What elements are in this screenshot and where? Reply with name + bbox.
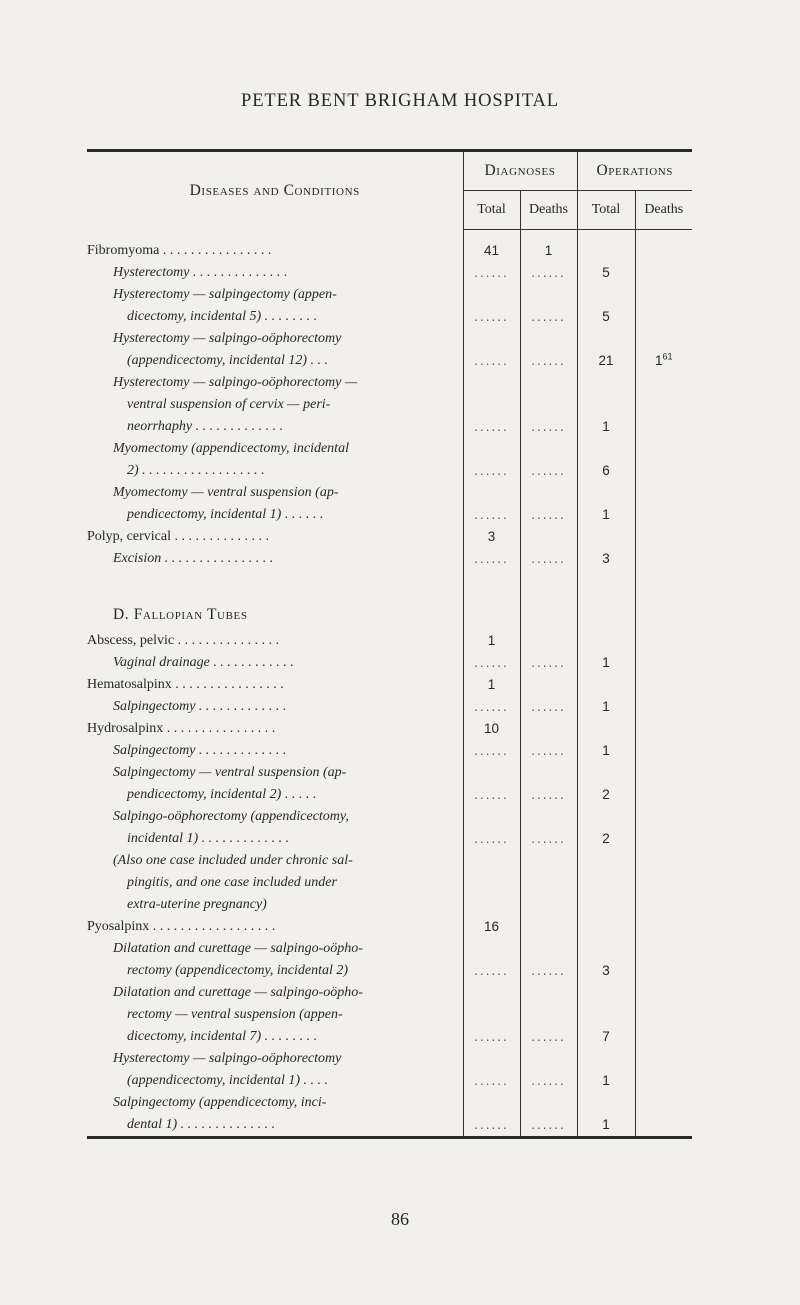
operations-total-value: 7 [602, 1029, 610, 1044]
operations-deaths-cell [635, 740, 692, 762]
diagnoses-total-cell [463, 652, 520, 674]
operations-total-value: 1 [602, 699, 610, 714]
condition-name [87, 526, 463, 548]
operations-total-value: 1 [602, 743, 610, 758]
condition-line: pendicectomy, incidental 2) . . . . . [127, 787, 317, 802]
operations-deaths-cell [635, 696, 692, 718]
table-row [87, 674, 692, 696]
operations-total-cell [577, 328, 635, 372]
operations-deaths-cell [635, 548, 692, 570]
condition-name [87, 438, 463, 482]
diagnoses-deaths-cell [520, 438, 577, 482]
condition-line: Dilatation and curettage — salpingo-oöpho- [113, 941, 363, 956]
operations-deaths-cell [635, 674, 692, 696]
dot-leader: ...... [474, 353, 509, 368]
operations-total-cell [577, 482, 635, 526]
condition-name [87, 372, 463, 438]
diagnoses-total-value: 10 [483, 721, 500, 736]
condition-line: (appendicectomy, incidental 1) . . . . [127, 1073, 328, 1088]
operations-deaths-cell [635, 850, 692, 916]
operations-total-value: 3 [602, 963, 610, 978]
diagnoses-total-cell [463, 718, 520, 740]
condition-name [87, 718, 463, 740]
diagnoses-deaths-cell [520, 938, 577, 982]
condition-name [87, 548, 463, 570]
diagnoses-total-cell [463, 482, 520, 526]
dot-leader: ...... [531, 699, 566, 714]
diagnoses-total-cell [463, 548, 520, 570]
dot-leader: ...... [531, 265, 566, 280]
dot-leader: ...... [474, 419, 509, 434]
condition-name [87, 938, 463, 982]
operations-total-cell [577, 438, 635, 482]
dot-leader: ...... [474, 831, 509, 846]
diagnoses-deaths-cell [520, 850, 577, 916]
condition-name [87, 240, 463, 262]
condition-line: rectomy (appendicectomy, incidental 2) [127, 963, 349, 978]
condition-line: (appendicectomy, incidental 12) . . . [127, 353, 328, 368]
operations-total-value: 2 [602, 787, 610, 802]
condition-line: Salpingectomy — ventral suspension (ap- [113, 765, 347, 780]
diagnoses-total-value: 16 [483, 919, 500, 934]
condition-line: neorrhaphy . . . . . . . . . . . . . [127, 419, 284, 434]
table-row [87, 328, 692, 372]
diagnoses-deaths-cell [520, 696, 577, 718]
dot-leader: ...... [531, 309, 566, 324]
condition-line: Hysterectomy . . . . . . . . . . . . . . [113, 265, 288, 280]
operations-deaths-cell [635, 630, 692, 652]
dot-leader: ...... [531, 1073, 566, 1088]
operations-total-cell [577, 548, 635, 570]
diagnoses-deaths-cell [520, 806, 577, 850]
condition-name [87, 850, 463, 916]
table-row [87, 240, 692, 262]
operations-deaths-cell [635, 240, 692, 262]
diagnoses-deaths-cell [520, 674, 577, 696]
diagnoses-deaths-cell [520, 630, 577, 652]
diagnoses-deaths-cell [520, 916, 577, 938]
dot-leader: ...... [531, 463, 566, 478]
column-header-diagnoses: Diagnoses [463, 152, 577, 191]
dot-leader: ...... [474, 1029, 509, 1044]
diagnoses-total-cell [463, 1092, 520, 1136]
operations-deaths-cell [635, 1048, 692, 1092]
diagnoses-total-cell [463, 806, 520, 850]
operations-total-cell [577, 630, 635, 652]
dot-leader: ...... [531, 1029, 566, 1044]
condition-line: Hysterectomy — salpingo-oöphorectomy — [113, 375, 358, 390]
diagnoses-total-cell [463, 674, 520, 696]
dot-leader: ...... [474, 309, 509, 324]
table-row [87, 284, 692, 328]
page-number: 86 [391, 1209, 409, 1229]
statistics-table [87, 149, 692, 1139]
dot-leader: ...... [474, 787, 509, 802]
diagnoses-deaths-cell [520, 262, 577, 284]
condition-line: Polyp, cervical . . . . . . . . . . . . . . [87, 529, 269, 544]
dot-leader: ...... [531, 419, 566, 434]
column-header-operations-total: Total [577, 191, 635, 230]
section-heading-fallopian-tubes: D. Fallopian Tubes [113, 606, 248, 623]
diagnoses-deaths-cell [520, 1092, 577, 1136]
diagnoses-total-cell [463, 762, 520, 806]
dot-leader: ...... [531, 551, 566, 566]
diagnoses-deaths-cell [520, 240, 577, 262]
diagnoses-deaths-cell [520, 740, 577, 762]
table-row [87, 548, 692, 570]
condition-line: Abscess, pelvic . . . . . . . . . . . . . . . [87, 633, 280, 648]
operations-total-value: 1 [602, 419, 610, 434]
diagnoses-deaths-cell [520, 372, 577, 438]
diagnoses-total-cell [463, 240, 520, 262]
condition-name [87, 482, 463, 526]
table-row [87, 1048, 692, 1092]
table-row [87, 740, 692, 762]
diagnoses-deaths-cell [520, 718, 577, 740]
condition-line: Hysterectomy — salpingo-oöphorectomy [113, 1051, 342, 1066]
diagnoses-total-cell [463, 1048, 520, 1092]
column-header-operations: Operations [577, 152, 692, 191]
diagnoses-total-value: 1 [487, 633, 496, 648]
operations-deaths-cell [635, 1092, 692, 1136]
column-header-diseases: Diseases and Conditions [189, 181, 360, 199]
condition-line: ventral suspension of cervix — peri- [127, 397, 331, 412]
operations-total-value: 2 [602, 831, 610, 846]
diagnoses-total-value: 41 [483, 243, 500, 258]
column-header-operations-deaths: Deaths [635, 191, 692, 230]
condition-line: pendicectomy, incidental 1) . . . . . . [127, 507, 324, 522]
diagnoses-total-cell [463, 262, 520, 284]
diagnoses-deaths-cell [520, 548, 577, 570]
operations-deaths-cell [635, 916, 692, 938]
condition-name [87, 982, 463, 1048]
dot-leader: ...... [474, 507, 509, 522]
table-row [87, 652, 692, 674]
table-row [87, 262, 692, 284]
condition-line: dental 1) . . . . . . . . . . . . . . [127, 1117, 276, 1132]
operations-total-value: 6 [602, 463, 610, 478]
dot-leader: ...... [474, 463, 509, 478]
condition-name [87, 328, 463, 372]
condition-name [87, 696, 463, 718]
operations-deaths-cell [635, 806, 692, 850]
condition-name [87, 674, 463, 696]
diagnoses-total-cell [463, 328, 520, 372]
dot-leader: ...... [474, 265, 509, 280]
operations-total-cell [577, 526, 635, 548]
operations-total-cell [577, 262, 635, 284]
dot-leader: ...... [474, 1073, 509, 1088]
table-row [87, 482, 692, 526]
condition-line: Hysterectomy — salpingectomy (appen- [113, 287, 337, 302]
diagnoses-total-cell [463, 938, 520, 982]
dot-leader: ...... [531, 1117, 566, 1132]
dot-leader: ...... [531, 831, 566, 846]
operations-deaths-value: 1 [654, 353, 663, 368]
operations-deaths-cell [635, 438, 692, 482]
condition-line: extra-uterine pregnancy) [127, 897, 267, 912]
dot-leader: ...... [531, 507, 566, 522]
condition-line: Myomectomy (appendicectomy, incidental [113, 441, 349, 456]
operations-total-cell [577, 240, 635, 262]
operations-total-cell [577, 740, 635, 762]
operations-total-cell [577, 372, 635, 438]
condition-name [87, 284, 463, 328]
table-row [87, 806, 692, 850]
operations-total-cell [577, 938, 635, 982]
table-row [87, 696, 692, 718]
operations-total-value: 3 [602, 551, 610, 566]
operations-total-value: 5 [602, 309, 610, 324]
operations-total-value: 21 [598, 353, 614, 368]
operations-total-value: 5 [602, 265, 610, 280]
diagnoses-deaths-cell [520, 482, 577, 526]
condition-line: dicectomy, incidental 5) . . . . . . . . [127, 309, 318, 324]
dot-leader: ...... [531, 353, 566, 368]
diagnoses-total-cell [463, 526, 520, 548]
operations-total-cell [577, 1048, 635, 1092]
diagnoses-total-cell [463, 740, 520, 762]
operations-total-cell [577, 1092, 635, 1136]
column-header-diagnoses-deaths: Deaths [520, 191, 577, 230]
condition-line: Salpingectomy (appendicectomy, inci- [113, 1095, 327, 1110]
diagnoses-deaths-cell [520, 284, 577, 328]
operations-deaths-cell [635, 762, 692, 806]
condition-line: Salpingo-oöphorectomy (appendicectomy, [113, 809, 349, 824]
table-row [87, 762, 692, 806]
operations-total-cell [577, 718, 635, 740]
operations-deaths-cell [635, 938, 692, 982]
operations-total-cell [577, 674, 635, 696]
diagnoses-total-cell [463, 438, 520, 482]
operations-total-value: 1 [602, 1117, 610, 1132]
diagnoses-deaths-cell [520, 1048, 577, 1092]
table-row [87, 718, 692, 740]
condition-line: Salpingectomy . . . . . . . . . . . . . [113, 743, 287, 758]
diagnoses-deaths-cell [520, 652, 577, 674]
condition-line: (Also one case included under chronic sal- [113, 853, 353, 868]
condition-line: Dilatation and curettage — salpingo-oöpho- [113, 985, 363, 1000]
dot-leader: ...... [531, 743, 566, 758]
dot-leader: ...... [474, 963, 509, 978]
bottom-rule [87, 1136, 692, 1139]
operations-deaths-cell [635, 328, 692, 372]
diagnoses-total-cell [463, 372, 520, 438]
condition-line: dicectomy, incidental 7) . . . . . . . . [127, 1029, 318, 1044]
diagnoses-total-cell [463, 850, 520, 916]
operations-total-cell [577, 762, 635, 806]
operations-total-value: 1 [602, 507, 610, 522]
operations-deaths-cell [635, 262, 692, 284]
diagnoses-deaths-value: 1 [544, 243, 553, 258]
dot-leader: ...... [531, 963, 566, 978]
operations-deaths-cell [635, 284, 692, 328]
operations-deaths-cell [635, 372, 692, 438]
operations-total-cell [577, 652, 635, 674]
operations-total-cell [577, 696, 635, 718]
dot-leader: ...... [531, 655, 566, 670]
diagnoses-deaths-cell [520, 328, 577, 372]
operations-total-cell [577, 982, 635, 1048]
operations-total-cell [577, 850, 635, 916]
condition-line: Hysterectomy — salpingo-oöphorectomy [113, 331, 342, 346]
condition-name [87, 262, 463, 284]
table-row [87, 526, 692, 548]
diagnoses-total-cell [463, 284, 520, 328]
dot-leader: ...... [474, 655, 509, 670]
diagnoses-deaths-cell [520, 762, 577, 806]
page-header: PETER BENT BRIGHAM HOSPITAL [241, 91, 559, 111]
operations-deaths-cell [635, 718, 692, 740]
condition-line: 2) . . . . . . . . . . . . . . . . . . [127, 463, 265, 478]
diagnoses-total-cell [463, 696, 520, 718]
diagnoses-total-cell [463, 630, 520, 652]
condition-line: incidental 1) . . . . . . . . . . . . . [127, 831, 290, 846]
condition-line: Myomectomy — ventral suspension (ap- [113, 485, 339, 500]
table-row [87, 438, 692, 482]
operations-deaths-cell [635, 482, 692, 526]
table-row [87, 916, 692, 938]
dot-leader: ...... [474, 699, 509, 714]
table-row [87, 982, 692, 1048]
diagnoses-total-value: 3 [487, 529, 496, 544]
condition-name [87, 652, 463, 674]
condition-name [87, 740, 463, 762]
operations-total-cell [577, 284, 635, 328]
condition-line: Pyosalpinx . . . . . . . . . . . . . . . . . . [87, 919, 276, 934]
diagnoses-deaths-cell [520, 982, 577, 1048]
operations-total-value: 1 [602, 1073, 610, 1088]
table-row [87, 1092, 692, 1136]
condition-line: Hydrosalpinx . . . . . . . . . . . . . . . . [87, 721, 276, 736]
condition-line: Vaginal drainage . . . . . . . . . . . . [113, 655, 294, 670]
column-header-diagnoses-total: Total [463, 191, 520, 230]
dot-leader: ...... [474, 743, 509, 758]
table-row [87, 850, 692, 916]
condition-name [87, 916, 463, 938]
dot-leader: ...... [474, 1117, 509, 1132]
operations-deaths-cell [635, 652, 692, 674]
operations-total-cell [577, 806, 635, 850]
table-row [87, 630, 692, 652]
condition-name [87, 1048, 463, 1092]
operations-total-value: 1 [602, 655, 610, 670]
condition-line: Fibromyoma . . . . . . . . . . . . . . . . [87, 243, 272, 258]
table-row [87, 372, 692, 438]
condition-line: Hematosalpinx . . . . . . . . . . . . . . . . [87, 677, 284, 692]
condition-line: Excision . . . . . . . . . . . . . . . . [113, 551, 274, 566]
operations-deaths-cell [635, 982, 692, 1048]
condition-name [87, 806, 463, 850]
operations-deaths-cell [635, 526, 692, 548]
condition-line: pingitis, and one case included under [127, 875, 337, 890]
diagnoses-total-cell [463, 916, 520, 938]
condition-line: Salpingectomy . . . . . . . . . . . . . [113, 699, 287, 714]
condition-line: rectomy — ventral suspension (appen- [127, 1007, 343, 1022]
diagnoses-total-cell [463, 982, 520, 1048]
diagnoses-deaths-cell [520, 526, 577, 548]
condition-name [87, 762, 463, 806]
condition-name [87, 1092, 463, 1136]
dot-leader: ...... [531, 787, 566, 802]
dot-leader: ...... [474, 551, 509, 566]
table-row [87, 938, 692, 982]
operations-total-cell [577, 916, 635, 938]
condition-name [87, 630, 463, 652]
diagnoses-total-value: 1 [487, 677, 496, 692]
death-footnote-ref: 61 [662, 351, 673, 362]
